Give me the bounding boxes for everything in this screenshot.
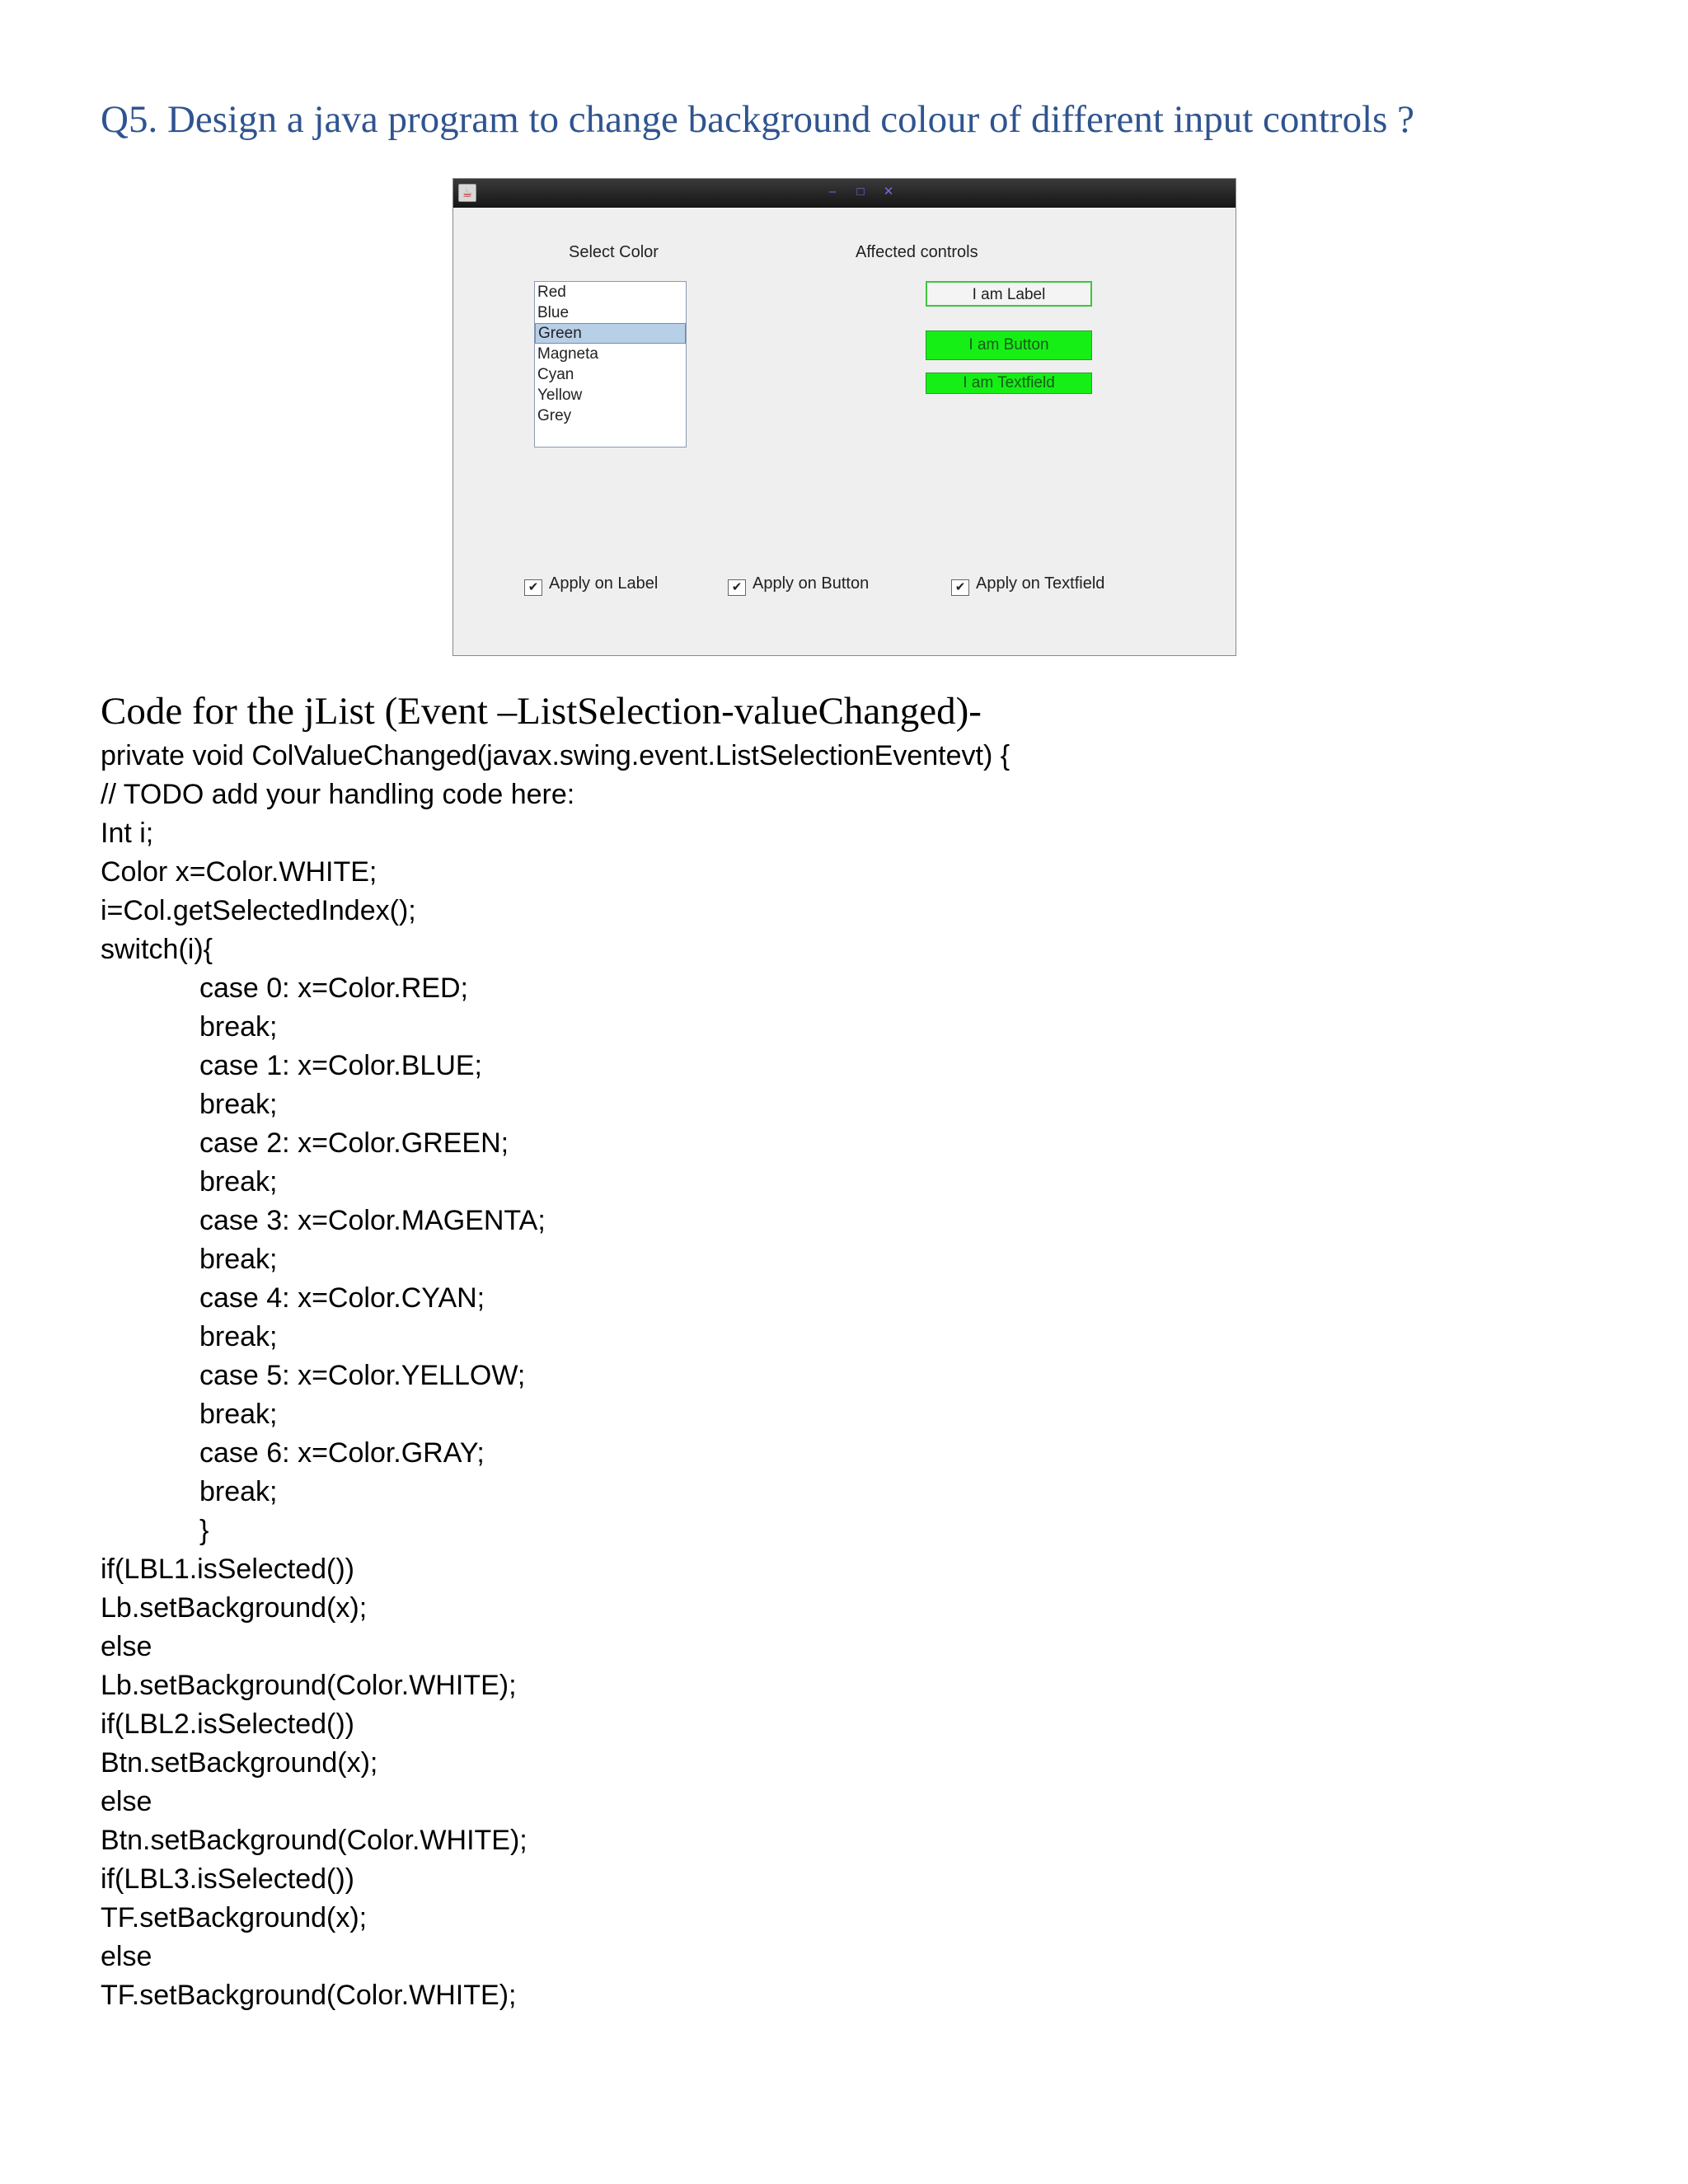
code-line: Int i; bbox=[101, 818, 154, 849]
code-line: if(LBL2.isSelected()) bbox=[101, 1708, 355, 1740]
code-line: break; bbox=[199, 1399, 278, 1430]
sample-label: I am Label bbox=[926, 281, 1092, 307]
code-line: Btn.setBackground(Color.WHITE); bbox=[101, 1825, 528, 1856]
apply-on-label-checkbox[interactable] bbox=[524, 574, 658, 593]
checkbox-checked-icon: ✔ bbox=[728, 579, 746, 596]
code-line: Lb.setBackground(x); bbox=[101, 1592, 368, 1624]
apply-on-button-checkbox[interactable] bbox=[728, 574, 869, 593]
code-listing bbox=[101, 737, 1010, 2015]
code-line: else bbox=[101, 1786, 152, 1817]
list-item-green-selected[interactable]: Green bbox=[535, 323, 686, 344]
code-line: } bbox=[199, 1515, 209, 1546]
code-line: else bbox=[101, 1631, 152, 1662]
code-line: break; bbox=[199, 1244, 278, 1275]
code-line: case 2: x=Color.GREEN; bbox=[199, 1127, 509, 1159]
affected-controls-label: Affected controls bbox=[856, 243, 978, 261]
code-line: case 6: x=Color.GRAY; bbox=[199, 1437, 485, 1469]
code-line: Btn.setBackground(x); bbox=[101, 1747, 378, 1779]
code-line: else bbox=[101, 1941, 152, 1972]
code-line: if(LBL1.isSelected()) bbox=[101, 1554, 355, 1585]
code-line: Lb.setBackground(Color.WHITE); bbox=[101, 1670, 517, 1701]
code-line: case 5: x=Color.YELLOW; bbox=[199, 1360, 526, 1391]
list-item-blue[interactable]: Blue bbox=[537, 304, 570, 321]
code-line: // TODO add your handling code here: bbox=[101, 779, 575, 810]
maximize-icon[interactable]: □ bbox=[856, 185, 865, 199]
list-item-grey[interactable]: Grey bbox=[537, 407, 572, 424]
code-line: case 0: x=Color.RED; bbox=[199, 972, 468, 1004]
code-line: TF.setBackground(Color.WHITE); bbox=[101, 1980, 517, 2011]
code-line: TF.setBackground(x); bbox=[101, 1902, 368, 1933]
code-line: case 3: x=Color.MAGENTA; bbox=[199, 1205, 546, 1236]
code-line: case 1: x=Color.BLUE; bbox=[199, 1050, 483, 1081]
code-line: break; bbox=[199, 1476, 278, 1507]
java-app-icon: ☕ bbox=[458, 184, 476, 202]
code-line: case 4: x=Color.CYAN; bbox=[199, 1282, 485, 1314]
code-line: break; bbox=[199, 1321, 278, 1352]
checkbox-checked-icon: ✔ bbox=[524, 579, 542, 596]
sample-button[interactable]: I am Button bbox=[926, 330, 1092, 360]
code-line: break; bbox=[199, 1089, 278, 1120]
code-heading: Code for the jList (Event –ListSelection-valueChanged)- bbox=[101, 690, 982, 733]
list-item-magneta[interactable]: Magneta bbox=[537, 345, 598, 363]
code-line: if(LBL3.isSelected()) bbox=[101, 1863, 355, 1895]
code-line: switch(i){ bbox=[101, 934, 213, 965]
code-line: Color x=Color.WHITE; bbox=[101, 856, 377, 888]
java-app-window-screenshot bbox=[452, 178, 1236, 656]
code-line: break; bbox=[199, 1166, 278, 1197]
question-heading: Q5. Design a java program to change background colour of different input controls ? bbox=[101, 98, 1415, 141]
checkbox-label: Apply on Label bbox=[549, 574, 659, 593]
minimize-icon[interactable]: – bbox=[828, 185, 837, 199]
sample-textfield[interactable]: I am Textfield bbox=[926, 373, 1092, 394]
apply-on-textfield-checkbox[interactable] bbox=[951, 574, 1104, 593]
close-icon[interactable]: ✕ bbox=[883, 185, 894, 199]
checkbox-label: Apply on Button bbox=[753, 574, 870, 593]
list-item-red[interactable]: Red bbox=[537, 284, 566, 301]
code-line: private void ColValueChanged(javax.swing.event.ListSelectionEventevt) { bbox=[101, 740, 1010, 771]
list-item-cyan[interactable]: Cyan bbox=[537, 366, 574, 383]
checkbox-label: Apply on Textfield bbox=[976, 574, 1105, 593]
checkbox-checked-icon: ✔ bbox=[951, 579, 969, 596]
code-line: i=Col.getSelectedIndex(); bbox=[101, 895, 416, 926]
color-list[interactable] bbox=[534, 281, 687, 448]
window-title-bar bbox=[453, 179, 1236, 208]
select-color-label: Select Color bbox=[569, 243, 659, 261]
code-line: break; bbox=[199, 1011, 278, 1043]
list-item-yellow[interactable]: Yellow bbox=[537, 387, 583, 404]
